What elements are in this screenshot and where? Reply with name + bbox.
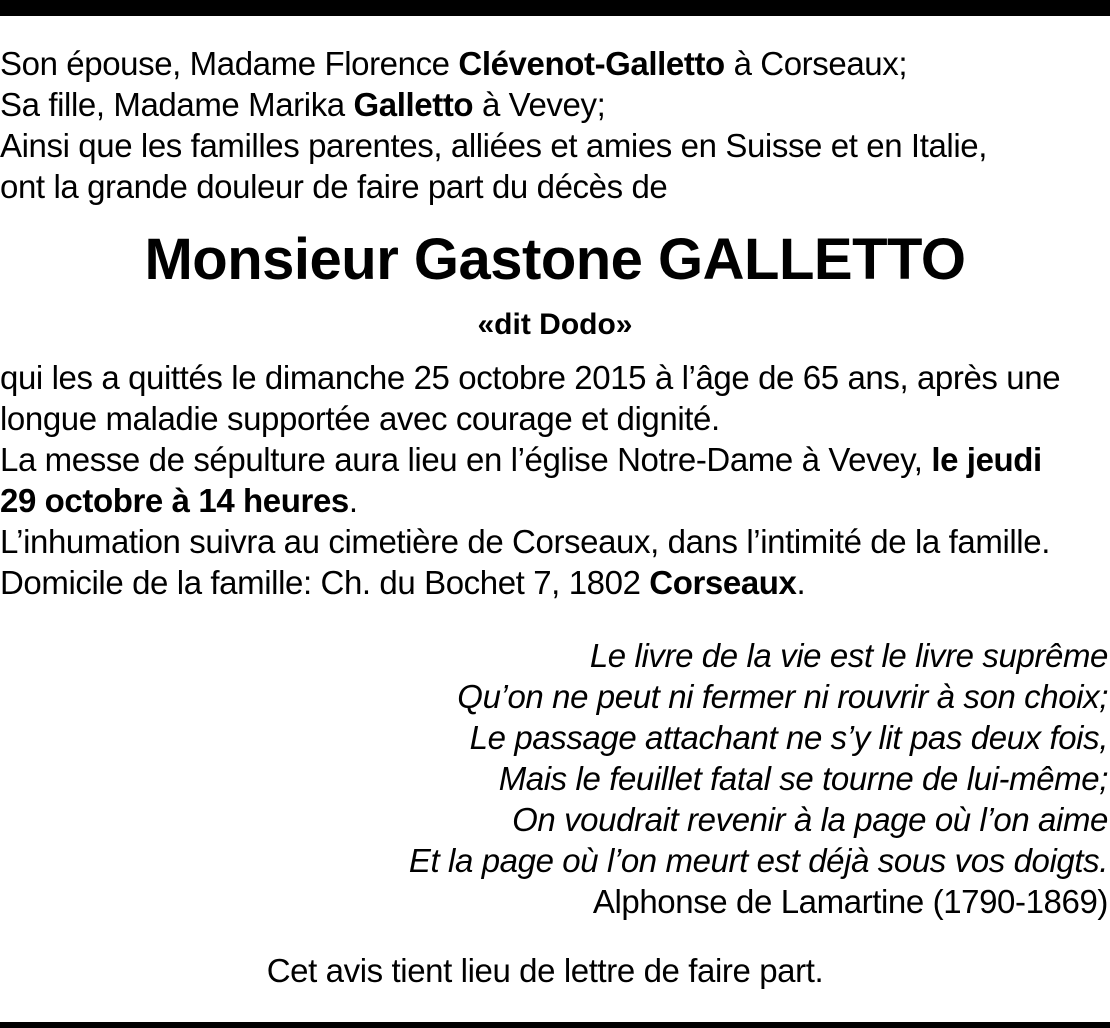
intro-block xyxy=(0,43,1110,207)
details-text: . xyxy=(348,482,358,519)
details-line-burial xyxy=(0,521,1110,562)
poem-line: Mais le feuillet fatal se tourne de lui-même; xyxy=(498,760,1108,797)
poem-block xyxy=(0,635,1110,922)
details-bold: le jeudi xyxy=(931,441,1042,478)
bottom-border-rule xyxy=(0,1022,1110,1028)
intro-line-daughter xyxy=(0,84,1110,125)
poem-author: Alphonse de Lamartine (1790-1869) xyxy=(592,883,1108,920)
top-border-rule xyxy=(0,0,1110,16)
details-bold: 29 octobre à 14 heures xyxy=(0,482,349,519)
details-line xyxy=(0,398,1110,439)
details-block xyxy=(0,357,1110,603)
poem-line: Le passage attachant ne s’y lit pas deux fois, xyxy=(469,719,1108,756)
intro-text: ont la grande douleur de faire part du décès de xyxy=(0,168,668,205)
details-text: longue maladie supportée avec courage et dignité. xyxy=(0,400,720,437)
intro-text: à Corseaux; xyxy=(724,45,908,82)
details-text: qui les a quittés le dimanche 25 octobre 2015 à l’âge de 65 ans, après une xyxy=(0,359,1061,396)
details-text: L’inhumation suivra au cimetière de Corseaux, dans l’intimité de la famille. xyxy=(0,523,1050,560)
intro-line-spouse xyxy=(0,43,1110,84)
details-line-mass xyxy=(0,439,1110,480)
intro-text: à Vevey; xyxy=(473,86,606,123)
deceased-nickname: «dit Dodo» xyxy=(477,308,633,341)
intro-text: Son épouse, Madame Florence xyxy=(0,45,459,82)
poem-line: Qu’on ne peut ni fermer ni rouvrir à son choix; xyxy=(457,678,1108,715)
obituary-notice xyxy=(0,43,1110,991)
deceased-name: Monsieur Gastone GALLETTO xyxy=(144,227,966,292)
details-text: . xyxy=(796,564,806,601)
details-line xyxy=(0,357,1110,398)
details-line-address xyxy=(0,562,1110,603)
details-bold: Corseaux xyxy=(649,564,797,601)
poem-line: Et la page où l’on meurt est déjà sous vos doigts. xyxy=(408,842,1108,879)
details-text: Domicile de la famille: Ch. du Bochet 7, 1802 xyxy=(0,564,650,601)
intro-text: Ainsi que les familles parentes, alliées et amies en Suisse et en Italie, xyxy=(0,127,988,164)
poem-line: On voudrait revenir à la page où l’on aime xyxy=(512,801,1108,838)
details-line-datetime xyxy=(0,480,1110,521)
poem-line: Le livre de la vie est le livre suprême xyxy=(589,637,1108,674)
intro-text: Sa fille, Madame Marika xyxy=(0,86,354,123)
closing-note: Cet avis tient lieu de lettre de faire part. xyxy=(266,952,824,989)
intro-line-announcement xyxy=(0,166,1110,207)
intro-line-families xyxy=(0,125,1110,166)
details-text: La messe de sépulture aura lieu en l’église Notre-Dame à Vevey, xyxy=(0,441,932,478)
intro-name-bold: Clévenot-Galletto xyxy=(458,45,725,82)
intro-name-bold: Galletto xyxy=(353,86,474,123)
